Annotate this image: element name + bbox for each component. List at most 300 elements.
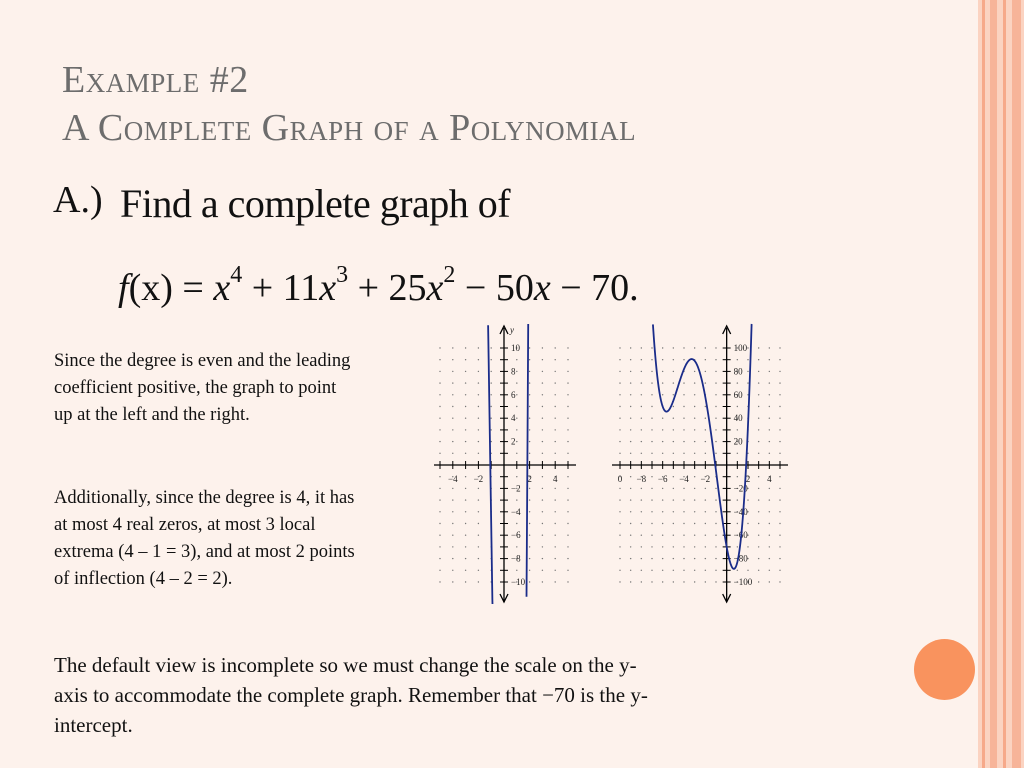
grid-dot [651,581,652,582]
grid-dot [715,570,716,571]
grid-dot [683,347,684,348]
grid-dot [747,359,748,360]
grid-dot [529,371,530,372]
grid-dot [651,453,652,454]
grid-dot [542,476,543,477]
grid-dot [439,359,440,360]
grid-dot [769,441,770,442]
grid-dot [465,488,466,489]
grid-dot [478,347,479,348]
grid-dot [662,499,663,500]
grid-dot [465,418,466,419]
grid-dot [452,558,453,559]
grid-dot [737,382,738,383]
grid-dot [641,382,642,383]
grid-dot [567,581,568,582]
grid-dot [662,394,663,395]
grid-dot [705,546,706,547]
grid-dot [630,371,631,372]
grid-dot [769,558,770,559]
grid-dot [491,394,492,395]
grid-dot [542,359,543,360]
grid-dot [779,406,780,407]
grid-dot [567,499,568,500]
grid-dot [673,546,674,547]
grid-dot [516,418,517,419]
grid-dot [769,581,770,582]
grid-dot [619,418,620,419]
slide-title-line-1: Example #2 [62,59,249,101]
grid-dot [705,570,706,571]
grid-dot [567,347,568,348]
grid-dot [641,394,642,395]
grid-dot [758,359,759,360]
grid-dot [779,453,780,454]
grid-dot [641,429,642,430]
grid-dot [758,511,759,512]
y-tick-label: −8 [511,553,521,564]
grid-dot [673,535,674,536]
grid-dot [758,406,759,407]
grid-dot [452,523,453,524]
grid-dot [758,476,759,477]
grid-dot [630,382,631,383]
grid-dot [737,406,738,407]
grid-dot [567,382,568,383]
grid-dot [619,570,620,571]
grid-dot [452,359,453,360]
grid-dot [747,347,748,348]
grid-dot [705,511,706,512]
grid-dot [529,453,530,454]
grid-dot [555,453,556,454]
y-tick-label: −2 [511,483,521,494]
formula-x2-var: x [426,267,444,309]
grid-dot [758,382,759,383]
grid-dot [439,511,440,512]
grid-dot [465,359,466,360]
grid-dot [673,476,674,477]
grid-dot [630,359,631,360]
grid-dot [555,382,556,383]
grid-dot [478,535,479,536]
grid-dot [747,371,748,372]
grid-dot [662,488,663,489]
grid-dot [478,418,479,419]
grid-dot [705,429,706,430]
x-tick-label: −4 [448,474,458,484]
grid-dot [529,511,530,512]
grid-dot [651,406,652,407]
grid-dot [619,406,620,407]
grid-dot [630,441,631,442]
grid-dot [715,406,716,407]
grid-dot [630,535,631,536]
grid-dot [619,558,620,559]
grid-dot [758,453,759,454]
grid-dot [737,546,738,547]
grid-dot [630,406,631,407]
grid-dot [683,558,684,559]
grid-dot [779,570,780,571]
grid-dot [491,359,492,360]
grid-dot [439,441,440,442]
grid-dot [619,347,620,348]
grid-dot [452,347,453,348]
polynomial-curve [488,324,528,604]
grid-dot [705,347,706,348]
grid-dot [529,535,530,536]
grid-dot [769,453,770,454]
grid-dot [737,429,738,430]
grid-dot [542,418,543,419]
grid-dot [452,382,453,383]
grid-dot [542,382,543,383]
grid-dot [694,476,695,477]
grid-dot [619,441,620,442]
grid-dot [529,394,530,395]
grid-dot [673,406,674,407]
grid-dot [694,429,695,430]
grid-dot [465,382,466,383]
grid-dot [465,581,466,582]
grid-dot [439,406,440,407]
grid-dot [715,523,716,524]
grid-dot [683,535,684,536]
y-tick-label: −4 [511,506,521,517]
grid-dot [542,441,543,442]
grid-dot [662,359,663,360]
grid-dot [715,499,716,500]
grid-dot [758,441,759,442]
grid-dot [465,546,466,547]
grid-dot [662,570,663,571]
grid-dot [651,546,652,547]
grid-dot [715,382,716,383]
grid-dot [619,453,620,454]
y-tick-label: −80 [733,553,748,564]
grid-dot [694,570,695,571]
grid-dot [641,511,642,512]
grid-dot [555,429,556,430]
grid-dot [452,511,453,512]
grid-dot [779,476,780,477]
grid-dot [769,347,770,348]
grid-dot [769,406,770,407]
grid-dot [542,453,543,454]
paragraph-default-view: The default view is incomplete so we must change the scale on the y-axis to accommodate the complete graph. Remember that −70 is the y-intercept. [54,653,648,737]
grid-dot [452,371,453,372]
grid-dot [555,418,556,419]
y-tick-label: 60 [733,389,743,400]
grid-dot [641,523,642,524]
grid-dot [747,523,748,524]
right-border-stripe-2 [990,0,997,768]
x-tick-label: −2 [700,474,711,484]
grid-dot [619,382,620,383]
grid-dot [737,476,738,477]
grid-dot [529,558,530,559]
y-tick-label: −100 [733,577,753,587]
grid-dot [673,488,674,489]
grid-dot [630,570,631,571]
grid-dot [567,476,568,477]
x-tick-label: 2 [527,474,532,484]
grid-dot [694,523,695,524]
grid-dot [478,499,479,500]
grid-dot [439,429,440,430]
grid-dot [769,511,770,512]
right-border-stripe-3 [1003,0,1006,768]
grid-dot [758,581,759,582]
grid-dot [705,499,706,500]
grid-dot [439,382,440,383]
grid-dot [619,581,620,582]
grid-dot [683,418,684,419]
grid-dot [715,394,716,395]
grid-dot [694,511,695,512]
grid-dot [529,418,530,419]
grid-dot [516,546,517,547]
grid-dot [662,546,663,547]
grid-dot [478,511,479,512]
grid-dot [651,359,652,360]
grid-dot [705,523,706,524]
grid-dot [758,558,759,559]
grid-dot [705,359,706,360]
grid-dot [630,523,631,524]
grid-dot [542,429,543,430]
grid-dot [641,347,642,348]
grid-dot [705,581,706,582]
grid-dot [516,359,517,360]
grid-dot [651,511,652,512]
grid-dot [683,359,684,360]
grid-dot [516,406,517,407]
grid-dot [555,394,556,395]
grid-dot [651,476,652,477]
grid-dot [673,511,674,512]
grid-dot [673,523,674,524]
grid-dot [452,453,453,454]
grid-dot [630,347,631,348]
grid-dot [555,546,556,547]
grid-dot [555,581,556,582]
grid-dot [683,382,684,383]
grid-dot [465,499,466,500]
grid-dot [567,558,568,559]
grid-dot [567,488,568,489]
grid-dot [529,581,530,582]
grid-dot [662,441,663,442]
grid-dot [555,570,556,571]
grid-dot [542,371,543,372]
grid-dot [641,371,642,372]
grid-dot [662,558,663,559]
paragraph-degree-even: Since the degree is even and the leading coefficient positive, the graph to point up at the left and the right. [54,351,351,425]
grid-dot [779,441,780,442]
y-tick-label: 2 [511,436,516,447]
grid-dot [619,359,620,360]
grid-dot [715,488,716,489]
grid-dot [758,570,759,571]
grid-dot [619,429,620,430]
grid-dot [516,429,517,430]
grid-dot [683,511,684,512]
grid-dot [769,418,770,419]
grid-dot [641,488,642,489]
grid-dot [747,499,748,500]
grid-dot [641,406,642,407]
grid-dot [439,394,440,395]
grid-dot [641,546,642,547]
grid-dot [715,429,716,430]
grid-dot [683,570,684,571]
y-tick-label: 40 [733,413,743,424]
grid-dot [630,511,631,512]
grid-dot [465,570,466,571]
y-tick-label: −40 [733,506,748,517]
grid-dot [555,535,556,536]
grid-dot [452,535,453,536]
grid-dot [641,581,642,582]
grid-dot [555,371,556,372]
grid-dot [694,406,695,407]
grid-dot [662,418,663,419]
grid-dot [516,441,517,442]
grid-dot [630,453,631,454]
grid-dot [439,546,440,547]
grid-dot [662,453,663,454]
y-axis-label: y [510,325,514,335]
grid-dot [529,359,530,360]
grid-dot [662,371,663,372]
grid-dot [439,523,440,524]
grid-dot [630,476,631,477]
grid-dot [705,406,706,407]
grid-dot [662,535,663,536]
grid-dot [779,499,780,500]
y-tick-label: 10 [511,343,520,353]
polynomial-formula [118,262,639,310]
grid-dot [683,429,684,430]
grid-dot [567,511,568,512]
grid-dot [769,371,770,372]
grid-dot [555,499,556,500]
grid-dot [619,523,620,524]
formula-t4: − 50 [455,267,534,309]
grid-dot [439,570,440,571]
grid-dot [478,429,479,430]
question-label: A.) [53,179,103,221]
decorative-orange-circle [914,639,975,700]
grid-dot [465,347,466,348]
grid-dot [542,488,543,489]
grid-dot [630,558,631,559]
grid-dot [694,382,695,383]
grid-dot [529,429,530,430]
slide-title [62,56,636,152]
grid-dot [673,418,674,419]
grid-dot [516,394,517,395]
y-tick-label: 100 [733,343,748,353]
formula-arg: (x) [128,267,173,309]
grid-dot [452,546,453,547]
grid-dot [542,558,543,559]
formula-x-var: x [533,267,551,309]
grid-dot [715,359,716,360]
grid-dot [542,546,543,547]
grid-dot [651,371,652,372]
grid-dot [465,476,466,477]
grid-dot [465,406,466,407]
grid-dot [567,371,568,372]
grid-dot [683,406,684,407]
grid-dot [737,453,738,454]
grid-dot [478,394,479,395]
formula-eq: = [172,267,214,309]
grid-dot [769,546,770,547]
grid-dot [555,406,556,407]
grid-dot [567,394,568,395]
grid-dot [452,418,453,419]
grid-dot [567,453,568,454]
graph-default-view [430,322,580,606]
grid-dot [779,535,780,536]
x-tick-label: −6 [657,474,668,484]
grid-dot [758,394,759,395]
grid-dot [705,488,706,489]
grid-dot [779,429,780,430]
grid-dot [567,546,568,547]
grid-dot [452,499,453,500]
grid-dot [529,382,530,383]
grid-dot [630,581,631,582]
grid-dot [478,523,479,524]
grid-dot [619,546,620,547]
grid-dot [439,499,440,500]
grid-dot [694,441,695,442]
grid-dot [491,371,492,372]
grid-dot [683,488,684,489]
grid-dot [737,499,738,500]
grid-dot [478,406,479,407]
grid-dot [715,453,716,454]
grid-dot [641,570,642,571]
grid-dot [747,570,748,571]
grid-dot [567,406,568,407]
grid-dot [555,359,556,360]
grid-dot [673,429,674,430]
grid-dot [630,546,631,547]
grid-dot [452,406,453,407]
grid-dot [452,429,453,430]
grid-dot [651,523,652,524]
x-tick-label: 2 [745,474,751,484]
grid-dot [694,347,695,348]
grid-dot [491,429,492,430]
grid-dot [619,371,620,372]
grid-dot [542,581,543,582]
grid-dot [694,499,695,500]
grid-dot [567,441,568,442]
grid-dot [758,546,759,547]
grid-dot [630,429,631,430]
grid-dot [737,359,738,360]
grid-dot [769,382,770,383]
grid-dot [779,511,780,512]
grid-dot [465,441,466,442]
